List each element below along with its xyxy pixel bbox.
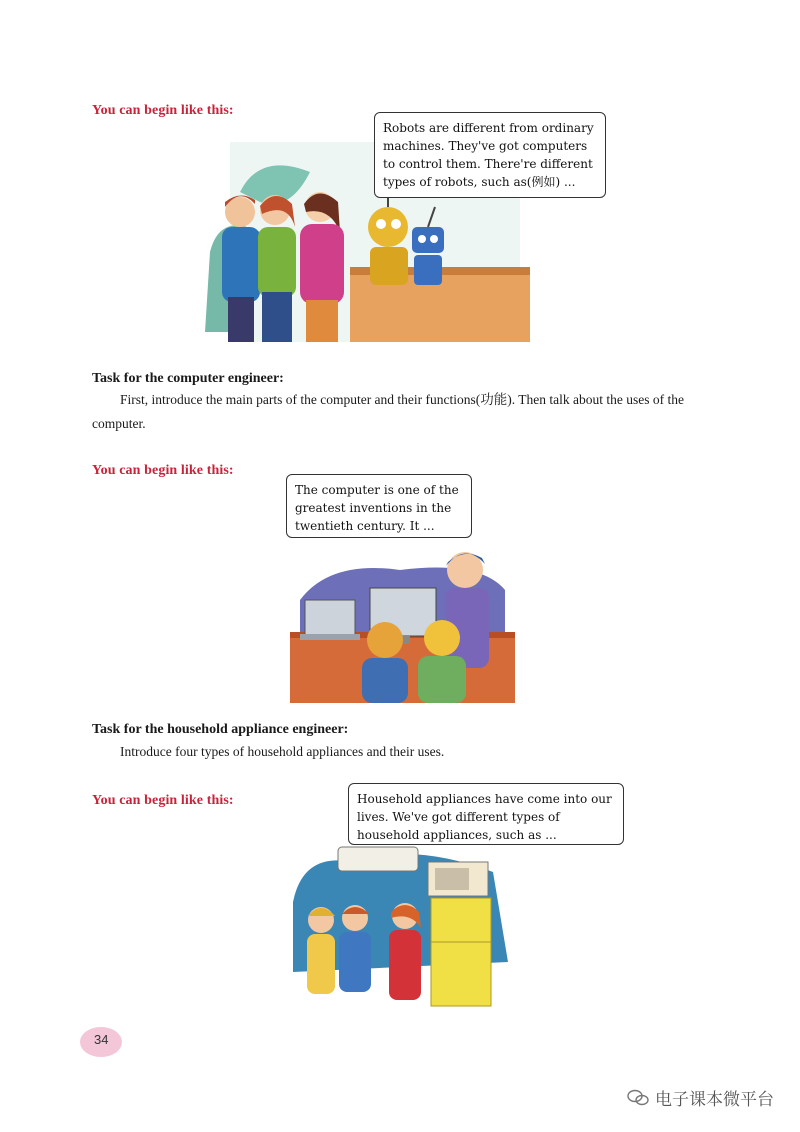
watermark — [627, 1085, 774, 1110]
prompt-label: You can begin like this: — [92, 793, 234, 808]
task-body: Introduce four types of household appliances and their uses. — [120, 744, 445, 759]
speech-text: Robots are different from ordinary machines. They've got computers to control them. There're different types of robots, such as(例如) ... — [383, 121, 594, 189]
task-body: First, introduce the main parts of the computer and their functions(功能). Then talk about the uses of the computer. — [92, 392, 684, 431]
task-title: Task for the household appliance engineer: — [92, 722, 349, 737]
computer-illustration — [290, 540, 515, 703]
speech-bubble — [286, 474, 472, 538]
speech-text: The computer is one of the greatest inventions in the twentieth century. It ... — [295, 483, 459, 533]
speech-bubble — [374, 112, 606, 198]
page-number: 34 — [80, 1027, 122, 1057]
speech-text: Household appliances have come into our lives. We've got different types of household appliances, such as ... — [357, 792, 612, 842]
watermark-text: 电子课本微平台 — [655, 1090, 774, 1110]
prompt-label: You can begin like this: — [92, 463, 234, 478]
wechat-icon — [627, 1089, 649, 1107]
speech-bubble — [348, 783, 624, 845]
prompt-label: You can begin like this: — [92, 103, 234, 118]
task-title: Task for the computer engineer: — [92, 371, 284, 386]
